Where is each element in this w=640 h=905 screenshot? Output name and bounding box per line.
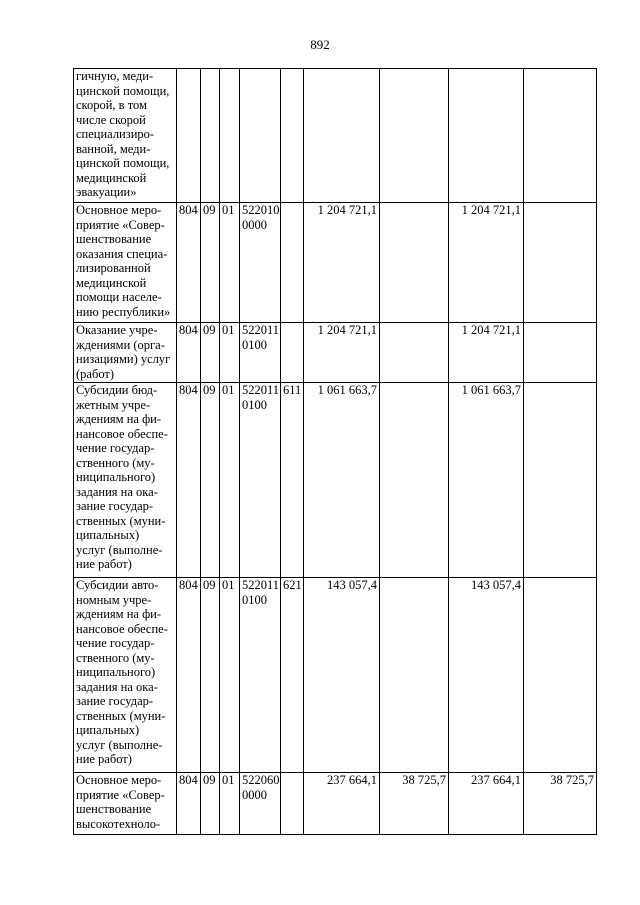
amount-total-1: 1 204 721,1 xyxy=(304,203,380,323)
amount-total-1: 1 061 663,7 xyxy=(304,383,380,578)
table-body xyxy=(74,69,597,835)
expense-type-code xyxy=(281,203,304,323)
section-code: 09 xyxy=(201,203,220,323)
amount-federal-2 xyxy=(524,383,597,578)
row-name: Оказание учре- ждениями (орга- низациями) услуг (работ) xyxy=(74,323,177,383)
table-row xyxy=(74,773,597,835)
subsection-code: 01 xyxy=(220,203,240,323)
ministry-code: 804 xyxy=(177,383,201,578)
amount-total-2: 1 204 721,1 xyxy=(449,323,524,383)
amount-total-2 xyxy=(449,69,524,203)
expense-type-code xyxy=(281,69,304,203)
amount-total-2: 237 664,1 xyxy=(449,773,524,835)
section-code xyxy=(201,69,220,203)
amount-federal-1 xyxy=(380,203,449,323)
amount-total-2: 143 057,4 xyxy=(449,578,524,773)
ministry-code: 804 xyxy=(177,323,201,383)
table-row xyxy=(74,69,597,203)
amount-federal-1 xyxy=(380,578,449,773)
amount-federal-1 xyxy=(380,323,449,383)
target-article-code: 522011 0100 xyxy=(240,578,281,773)
amount-total-2: 1 204 721,1 xyxy=(449,203,524,323)
amount-total-1: 1 204 721,1 xyxy=(304,323,380,383)
target-article-code: 522011 0100 xyxy=(240,323,281,383)
subsection-code xyxy=(220,69,240,203)
amount-federal-1 xyxy=(380,383,449,578)
amount-federal-1: 38 725,7 xyxy=(380,773,449,835)
amount-total-1 xyxy=(304,69,380,203)
row-name: Основное меро- приятие «Совер- шенствование высокотехноло- xyxy=(74,773,177,835)
amount-total-1: 237 664,1 xyxy=(304,773,380,835)
row-name: Субсидии авто- номным учре- ждениям на фи- нансовое обеспе- чение государ- ственного (му- ниципального) задания на ока- зание государ- ственных (муни- ципальных) услуг (выполне- ние работ) xyxy=(74,578,177,773)
row-name: Основное меро- приятие «Совер- шенствование оказания специа- лизированной медицинской помощи населе- нию республики» xyxy=(74,203,177,323)
section-code: 09 xyxy=(201,383,220,578)
expense-type-code xyxy=(281,323,304,383)
amount-federal-2: 38 725,7 xyxy=(524,773,597,835)
ministry-code: 804 xyxy=(177,773,201,835)
ministry-code: 804 xyxy=(177,203,201,323)
target-article-code: 522010 0000 xyxy=(240,203,281,323)
amount-federal-2 xyxy=(524,323,597,383)
subsection-code: 01 xyxy=(220,578,240,773)
subsection-code: 01 xyxy=(220,773,240,835)
target-article-code xyxy=(240,69,281,203)
subsection-code: 01 xyxy=(220,383,240,578)
row-name: гичную, меди- цинской помощи, скорой, в том числе скорой специализиро- ванной, меди- цинской помощи, медицинской эвакуации» xyxy=(74,69,177,203)
section-code: 09 xyxy=(201,578,220,773)
budget-table xyxy=(73,68,597,835)
amount-total-2: 1 061 663,7 xyxy=(449,383,524,578)
section-code: 09 xyxy=(201,773,220,835)
table-row xyxy=(74,578,597,773)
amount-federal-2 xyxy=(524,69,597,203)
table-row xyxy=(74,383,597,578)
expense-type-code xyxy=(281,773,304,835)
table-row xyxy=(74,323,597,383)
amount-federal-1 xyxy=(380,69,449,203)
ministry-code: 804 xyxy=(177,578,201,773)
target-article-code: 522011 0100 xyxy=(240,383,281,578)
section-code: 09 xyxy=(201,323,220,383)
target-article-code: 522060 0000 xyxy=(240,773,281,835)
subsection-code: 01 xyxy=(220,323,240,383)
table-row xyxy=(74,203,597,323)
amount-total-1: 143 057,4 xyxy=(304,578,380,773)
ministry-code xyxy=(177,69,201,203)
expense-type-code: 611 xyxy=(281,383,304,578)
amount-federal-2 xyxy=(524,578,597,773)
amount-federal-2 xyxy=(524,203,597,323)
page-number: 892 xyxy=(310,37,330,52)
expense-type-code: 621 xyxy=(281,578,304,773)
row-name: Субсидии бюд- жетным учре- ждениям на фи- нансовое обеспе- чение государ- ственного (му- ниципального) задания на ока- зание государ- ственных (муни- ципальных) услуг (выполне- ние работ) xyxy=(74,383,177,578)
